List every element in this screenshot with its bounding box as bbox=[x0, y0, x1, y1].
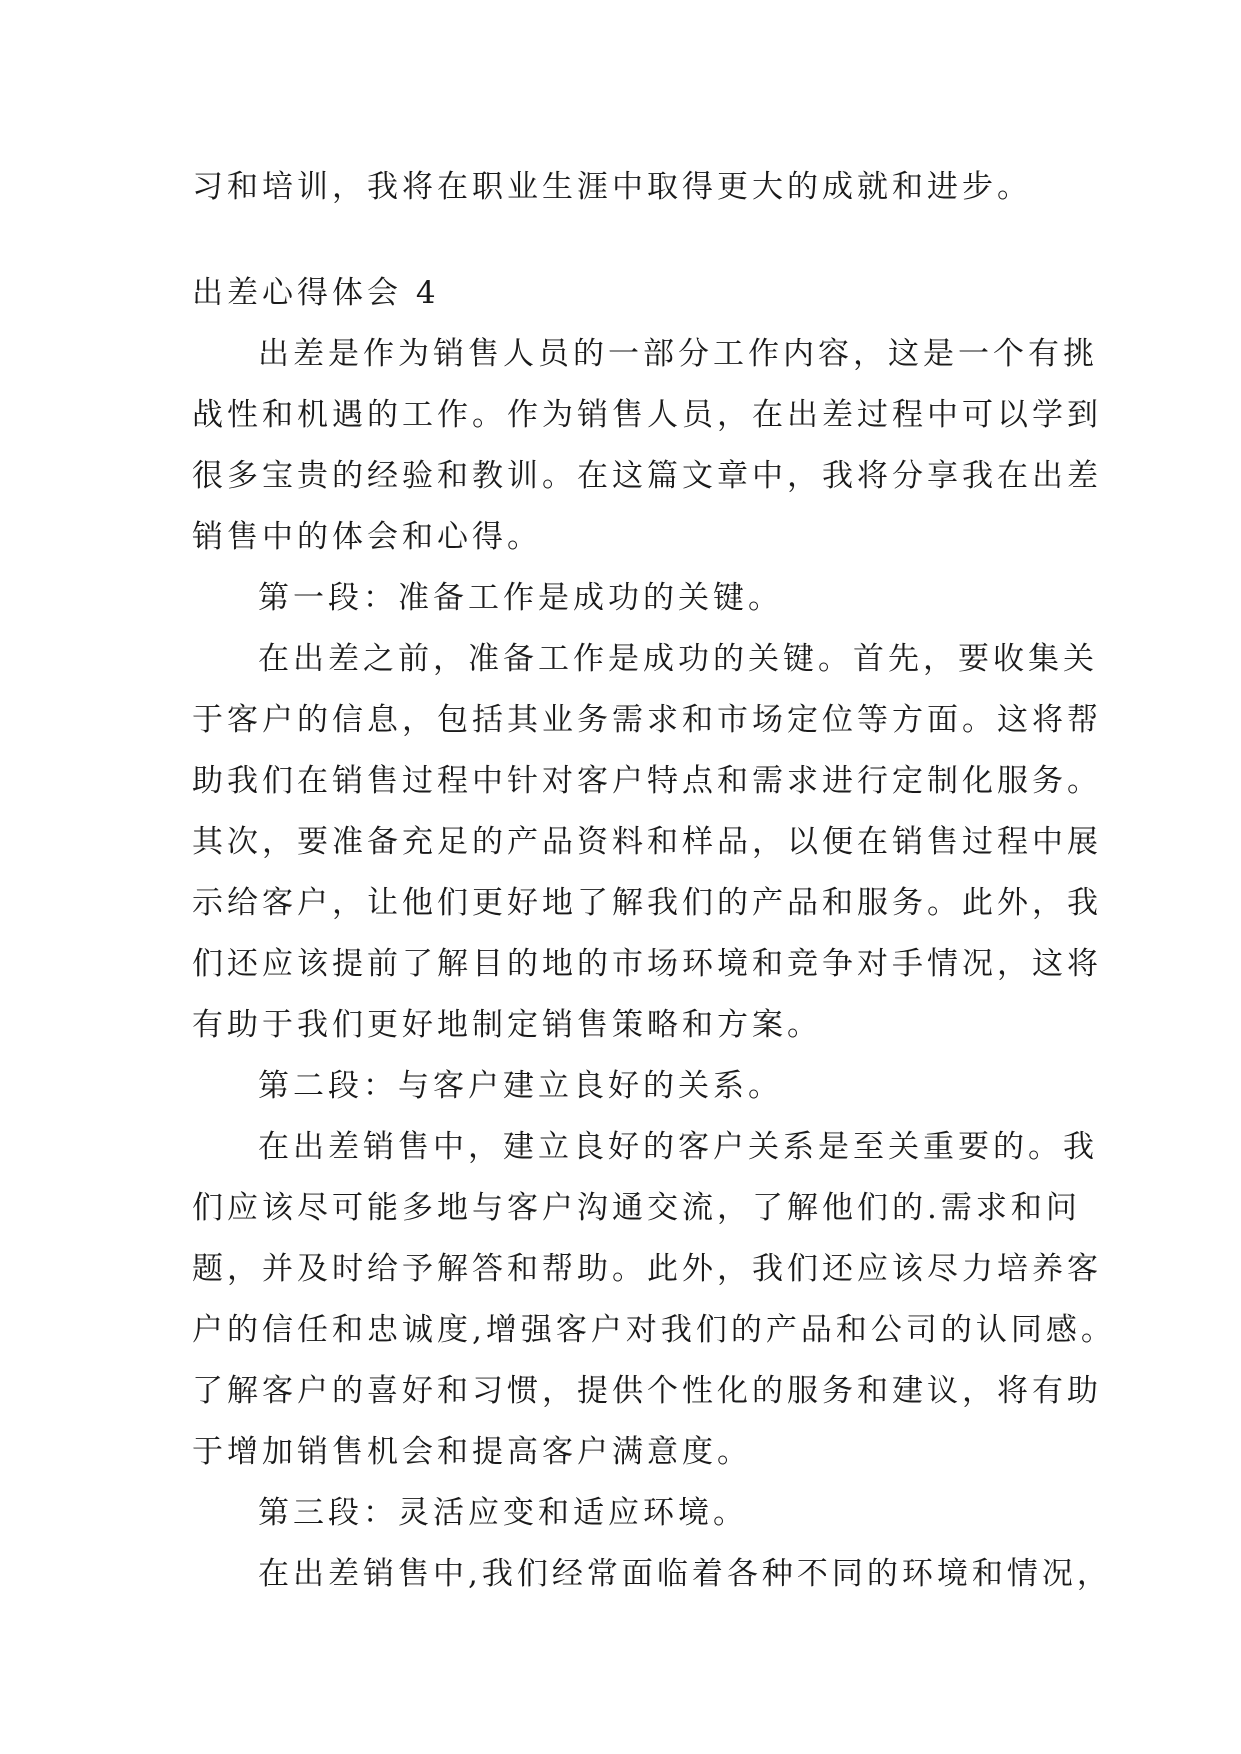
subheading: 第一段：准备工作是成功的关键。 bbox=[258, 580, 783, 616]
paragraph-gap bbox=[192, 218, 1072, 263]
paragraph-line: 在出差销售中，建立良好的客户关系是至关重要的。我 bbox=[258, 1129, 1098, 1165]
paragraph-line: 出差是作为销售人员的一部分工作内容，这是一个有挑 bbox=[258, 336, 1098, 372]
paragraph-line: 在出差销售中,我们经常面临着各种不同的环境和情况， bbox=[258, 1556, 1112, 1592]
paragraph-line: 战性和机遇的工作。作为销售人员，在出差过程中可以学到 bbox=[192, 397, 1102, 433]
paragraph-line: 很多宝贵的经验和教训。在这篇文章中，我将分享我在出差 bbox=[192, 458, 1102, 494]
paragraph-line: 助我们在销售过程中针对客户特点和需求进行定制化服务。 bbox=[192, 763, 1102, 799]
subheading: 第二段：与客户建立良好的关系。 bbox=[258, 1068, 783, 1104]
subheading: 第三段：灵活应变和适应环境。 bbox=[258, 1495, 748, 1531]
paragraph-line: 户的信任和忠诚度,增强客户对我们的产品和公司的认同感。 bbox=[192, 1312, 1116, 1348]
paragraph-line: 了解客户的喜好和习惯，提供个性化的服务和建议，将有助 bbox=[192, 1373, 1102, 1409]
paragraph-line: 其次，要准备充足的产品资料和样品，以便在销售过程中展 bbox=[192, 824, 1102, 860]
paragraph-line: 销售中的体会和心得。 bbox=[192, 519, 542, 555]
paragraph-line: 们还应该提前了解目的地的市场环境和竞争对手情况，这将 bbox=[192, 946, 1102, 982]
paragraph-line: 于增加销售机会和提高客户满意度。 bbox=[192, 1434, 752, 1470]
paragraph-line: 们应该尽可能多地与客户沟通交流，了解他们的.需求和问 bbox=[192, 1190, 1081, 1226]
paragraph-line: 有助于我们更好地制定销售策略和方案。 bbox=[192, 1007, 822, 1043]
paragraph-line: 于客户的信息，包括其业务需求和市场定位等方面。这将帮 bbox=[192, 702, 1102, 738]
paragraph-line: 题，并及时给予解答和帮助。此外，我们还应该尽力培养客 bbox=[192, 1251, 1102, 1287]
document-body bbox=[192, 157, 1116, 1605]
paragraph-line: 在出差之前，准备工作是成功的关键。首先，要收集关 bbox=[258, 641, 1098, 677]
paragraph-line: 示给客户，让他们更好地了解我们的产品和服务。此外，我 bbox=[192, 885, 1102, 921]
paragraph-line: 习和培训，我将在职业生涯中取得更大的成就和进步。 bbox=[192, 169, 1032, 205]
section-title: 出差心得体会 4 bbox=[192, 275, 440, 311]
